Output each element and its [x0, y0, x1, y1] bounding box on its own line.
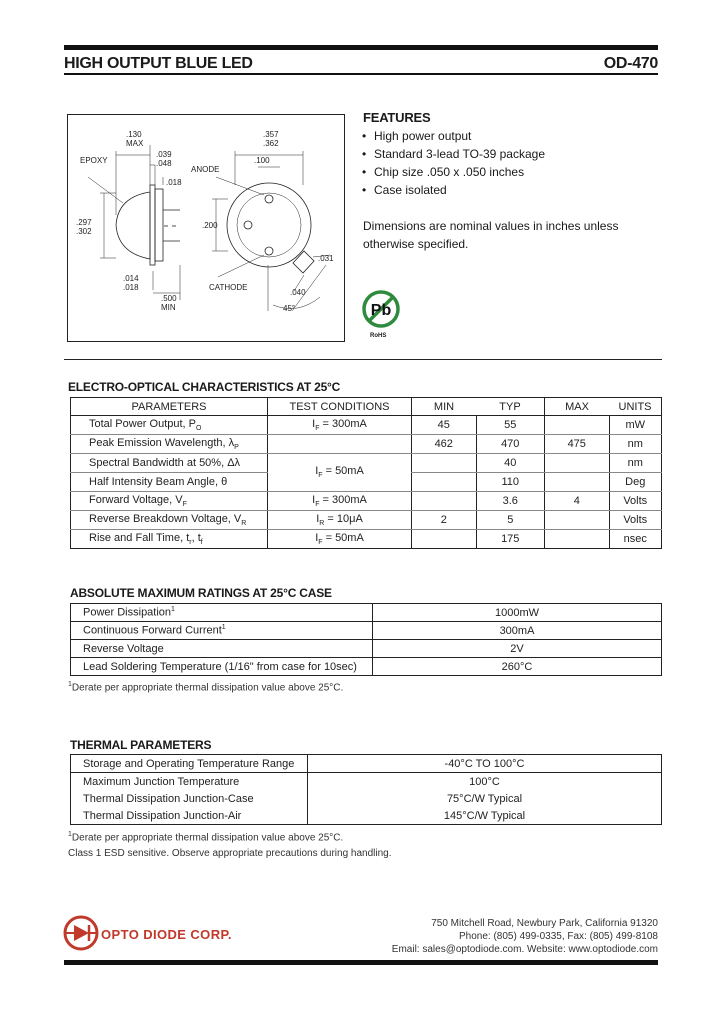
- feature-item: • Standard 3-lead TO-39 package: [362, 145, 545, 163]
- col-header: PARAMETERS: [131, 400, 207, 413]
- param-cell: Total Power Output, $P_O$: [71, 416, 268, 435]
- dim-label: MAX: [126, 139, 144, 148]
- typ-cell: 55: [476, 416, 545, 435]
- thermal-label: Thermal Dissipation Junction-Air: [71, 807, 308, 825]
- header-bottom-rule: [64, 73, 658, 75]
- min-cell: 45: [412, 416, 477, 435]
- units-cell: mW: [609, 416, 662, 435]
- dim-label: .500: [161, 294, 177, 303]
- condition-cell: $I_F = 300mA$: [268, 492, 412, 511]
- units-cell: Volts: [609, 492, 662, 511]
- cathode-label: CATHODE: [209, 283, 248, 292]
- typ-cell: 470: [476, 435, 545, 454]
- orientation-tab: [293, 251, 314, 273]
- max-cell: 475: [545, 435, 610, 454]
- pb-symbol: Pb: [370, 302, 392, 319]
- param-cell: Peak Emission Wavelength, $\lambda_P$: [71, 435, 268, 454]
- param-cell: Rise and Fall Time, $t_r$, $t_f$: [89, 531, 203, 547]
- condition-cell: [268, 435, 412, 454]
- thermal-value: 145°C/W Typical: [443, 809, 526, 822]
- table-row: [71, 658, 662, 676]
- min-cell: [412, 473, 477, 492]
- table-row: [71, 622, 662, 640]
- table-row: [71, 755, 662, 773]
- rating-label: Reverse Voltage: [71, 640, 373, 658]
- dim-label: MIN: [161, 303, 176, 312]
- table-row: [71, 492, 662, 511]
- cathode-pin: [265, 247, 273, 255]
- dim-label: .302: [76, 227, 92, 236]
- anode-pin: [265, 195, 273, 203]
- param-cell: Forward Voltage, $V_F$: [71, 492, 268, 511]
- max-cell: 4: [545, 492, 610, 511]
- footer-rule: [64, 960, 658, 965]
- electro-optical-heading: ELECTRO-OPTICAL CHARACTERISTICS AT 25°C: [68, 380, 341, 394]
- case-body: [155, 189, 163, 261]
- units-cell: Deg: [609, 473, 662, 492]
- dim-label: .130: [126, 130, 142, 139]
- dim-label: .357: [263, 130, 279, 139]
- rating-value: 2V: [373, 640, 662, 658]
- epoxy-dome-outline: [116, 192, 150, 259]
- col-header: UNITS: [618, 400, 652, 413]
- dim-label: .031: [318, 254, 334, 263]
- table-row: [71, 416, 662, 435]
- typ-cell: 175: [476, 530, 545, 549]
- max-cell: [545, 511, 610, 530]
- company-address: 750 Mitchell Road, Newbury Park, California 91320: [431, 918, 658, 929]
- thermal-value: 75°C/W Typical: [446, 792, 523, 805]
- min-cell: 462: [412, 435, 477, 454]
- dim-label: .040: [290, 288, 306, 297]
- feature-item: • Chip size .050 x .050 inches: [362, 163, 545, 181]
- dim-label: .018: [166, 178, 182, 187]
- absolute-max-heading: ABSOLUTE MAXIMUM RATINGS AT 25°C CASE: [70, 586, 332, 600]
- table-row: [71, 511, 662, 530]
- opto-diode-logo-icon: [62, 914, 100, 952]
- package-dimension-drawing: [67, 114, 345, 342]
- anode-leader: [216, 177, 264, 195]
- dim-label: .200: [202, 221, 218, 230]
- dim-label: .362: [263, 139, 279, 148]
- company-name: OPTO DIODE CORP.: [101, 927, 232, 942]
- dim-label: .297: [76, 218, 92, 227]
- epoxy-label: EPOXY: [80, 156, 108, 165]
- epoxy-leader: [88, 177, 123, 203]
- rating-label: Power Dissipation$^1$: [71, 604, 373, 622]
- section-divider: [64, 359, 662, 360]
- col-header: TYP: [499, 400, 521, 413]
- condition-cell: $I_F = 50mA$: [268, 454, 412, 492]
- features-heading: FEATURES: [363, 110, 431, 125]
- case-flange: [150, 185, 155, 265]
- company-phone: Phone: (805) 499-0335, Fax: (805) 499-8108: [458, 931, 658, 942]
- condition-cell: $I_F = 50mA$: [268, 530, 412, 549]
- typ-cell: 5: [476, 511, 545, 530]
- table-row: [71, 604, 662, 622]
- dim-label: .018: [123, 283, 139, 292]
- company-web: Email: sales@optodiode.com. Website: www.optodiode.com: [391, 944, 658, 955]
- rating-label: Continuous Forward Current$^1$: [71, 622, 373, 640]
- dim-label: .100: [254, 156, 270, 165]
- units-cell: nsec: [609, 530, 662, 549]
- max-cell: [545, 473, 610, 492]
- dim-label: .014: [123, 274, 139, 283]
- dim-label: 45°: [283, 304, 296, 313]
- thermal-table: [70, 754, 662, 825]
- table-row: [71, 773, 662, 791]
- thermal-value: -40°C TO 100°C: [308, 755, 662, 773]
- condition-cell: $I_R = 10\mu A$: [268, 511, 412, 530]
- param-cell: Spectral Bandwidth at 50%, Δλ: [71, 454, 268, 473]
- header-outline-circle: [227, 183, 311, 267]
- esd-note: Class 1 ESD sensitive. Observe appropriate precautions during handling.: [68, 848, 392, 859]
- typ-cell: 110: [476, 473, 545, 492]
- max-cell: [545, 454, 610, 473]
- col-header: TEST CONDITIONS: [268, 398, 412, 416]
- min-cell: [412, 454, 477, 473]
- dim-label: .048: [156, 159, 172, 168]
- table-row: [71, 435, 662, 454]
- min-cell: [412, 492, 477, 511]
- max-cell: [545, 416, 610, 435]
- units-cell: nm: [609, 435, 662, 454]
- param-cell: Half Intensity Beam Angle, θ: [71, 473, 268, 492]
- dimensions-note: Dimensions are nominal values in inches unless otherwise specified.: [363, 219, 619, 251]
- thermal-value: 100°C: [469, 775, 500, 788]
- rating-value: 300mA: [373, 622, 662, 640]
- absolute-max-table: [70, 603, 662, 676]
- thermal-label: Thermal Dissipation Junction-Case: [71, 790, 308, 807]
- units-cell: Volts: [609, 511, 662, 530]
- document-title: HIGH OUTPUT BLUE LED: [64, 55, 253, 72]
- typ-cell: 40: [476, 454, 545, 473]
- max-cell: [545, 530, 610, 549]
- rohs-label: RoHS: [370, 333, 387, 339]
- thermal-heading: THERMAL PARAMETERS: [70, 738, 212, 752]
- units-cell: nm: [609, 454, 662, 473]
- condition-cell: $I_F = 300mA$: [268, 416, 412, 435]
- feature-item: • High power output: [362, 127, 545, 145]
- electro-optical-table: [70, 397, 662, 549]
- part-number: OD-470: [603, 55, 658, 72]
- feature-item: • Case isolated: [362, 181, 545, 199]
- cathode-leader: [218, 255, 264, 277]
- table-row: [71, 640, 662, 658]
- table-row: [71, 530, 662, 549]
- table-header-row: [71, 398, 662, 416]
- table-row: [71, 454, 662, 473]
- case-pin: [244, 221, 252, 229]
- thermal-label: Storage and Operating Temperature Range: [71, 755, 308, 773]
- dimension-drawing-svg: [68, 115, 344, 341]
- anode-label: ANODE: [191, 165, 220, 174]
- param-cell: Reverse Breakdown Voltage, $V_R$: [71, 511, 268, 530]
- typ-cell: 3.6: [476, 492, 545, 511]
- min-cell: [412, 530, 477, 549]
- col-header: MAX: [545, 398, 610, 416]
- thermal-label: Maximum Junction Temperature: [71, 773, 308, 791]
- absolute-max-footnote: $^1$Derate per appropriate thermal dissipation value above 25°C.: [68, 681, 344, 694]
- table-row: [71, 807, 662, 825]
- dim-label: .039: [156, 150, 172, 159]
- features-list: [362, 127, 545, 199]
- rating-value: 1000mW: [373, 604, 662, 622]
- col-header: MIN: [412, 398, 477, 416]
- header-top-rule: [64, 45, 658, 50]
- table-row: [71, 790, 662, 807]
- rating-label: Lead Soldering Temperature (1/16" from case for 10sec): [71, 658, 373, 676]
- rating-value: 260°C: [501, 660, 533, 673]
- min-cell: 2: [412, 511, 477, 530]
- thermal-footnote: $^1$Derate per appropriate thermal dissipation value above 25°C.: [68, 831, 344, 844]
